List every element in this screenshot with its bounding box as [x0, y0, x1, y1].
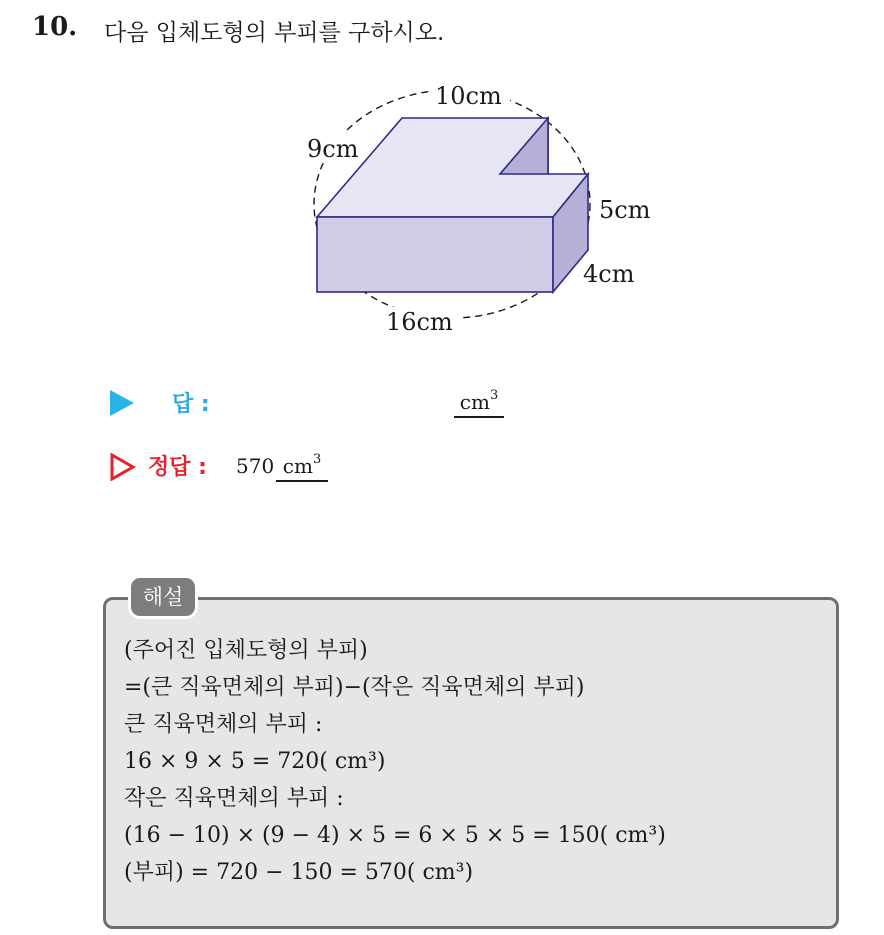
question-number: 10. — [32, 12, 78, 42]
answer-label: 답 : — [172, 392, 210, 417]
question-text: 다음 입체도형의 부피를 구하시오. — [104, 20, 445, 46]
explanation-line: 16 × 9 × 5 = 720( cm³) — [124, 749, 386, 774]
solid-figure — [290, 78, 680, 348]
explanation-line: (부피) = 720 − 150 = 570( cm³) — [124, 860, 474, 885]
label-right-depth: 4cm — [583, 260, 635, 288]
answer-unit-exponent: 3 — [489, 388, 499, 404]
label-bottom: 16cm — [386, 308, 453, 336]
answer-row — [110, 384, 610, 424]
figure-front-face — [317, 217, 553, 292]
explanation-line: (주어진 입체도형의 부피) — [124, 638, 368, 663]
explanation-line: 작은 직육면체의 부피 : — [124, 786, 344, 811]
label-top: 10cm — [435, 82, 502, 110]
explanation-tab: 해설 — [128, 575, 198, 619]
explanation-line: 큰 직육면체의 부피 : — [124, 712, 323, 737]
outline-play-arrow-icon — [110, 453, 136, 481]
answer-blank[interactable] — [454, 390, 504, 418]
play-arrow-icon — [110, 390, 134, 416]
label-right-height: 5cm — [599, 196, 651, 224]
label-left: 9cm — [307, 135, 359, 163]
explanation-lines — [124, 632, 824, 891]
correct-answer-row — [110, 447, 610, 487]
correct-answer-value: 570 — [236, 454, 275, 478]
correct-answer-unit-exponent: 3 — [312, 452, 322, 468]
explanation-line: =(큰 직육면체의 부피)−(작은 직육면체의 부피) — [124, 675, 585, 700]
correct-answer-label: 정답 : — [148, 455, 207, 480]
answer-unit: cm — [459, 390, 490, 414]
correct-answer-unit: cm — [282, 454, 313, 478]
explanation-line: (16 − 10) × (9 − 4) × 5 = 6 × 5 × 5 = 150( cm³) — [124, 823, 666, 848]
correct-answer-unit-box — [276, 454, 328, 482]
